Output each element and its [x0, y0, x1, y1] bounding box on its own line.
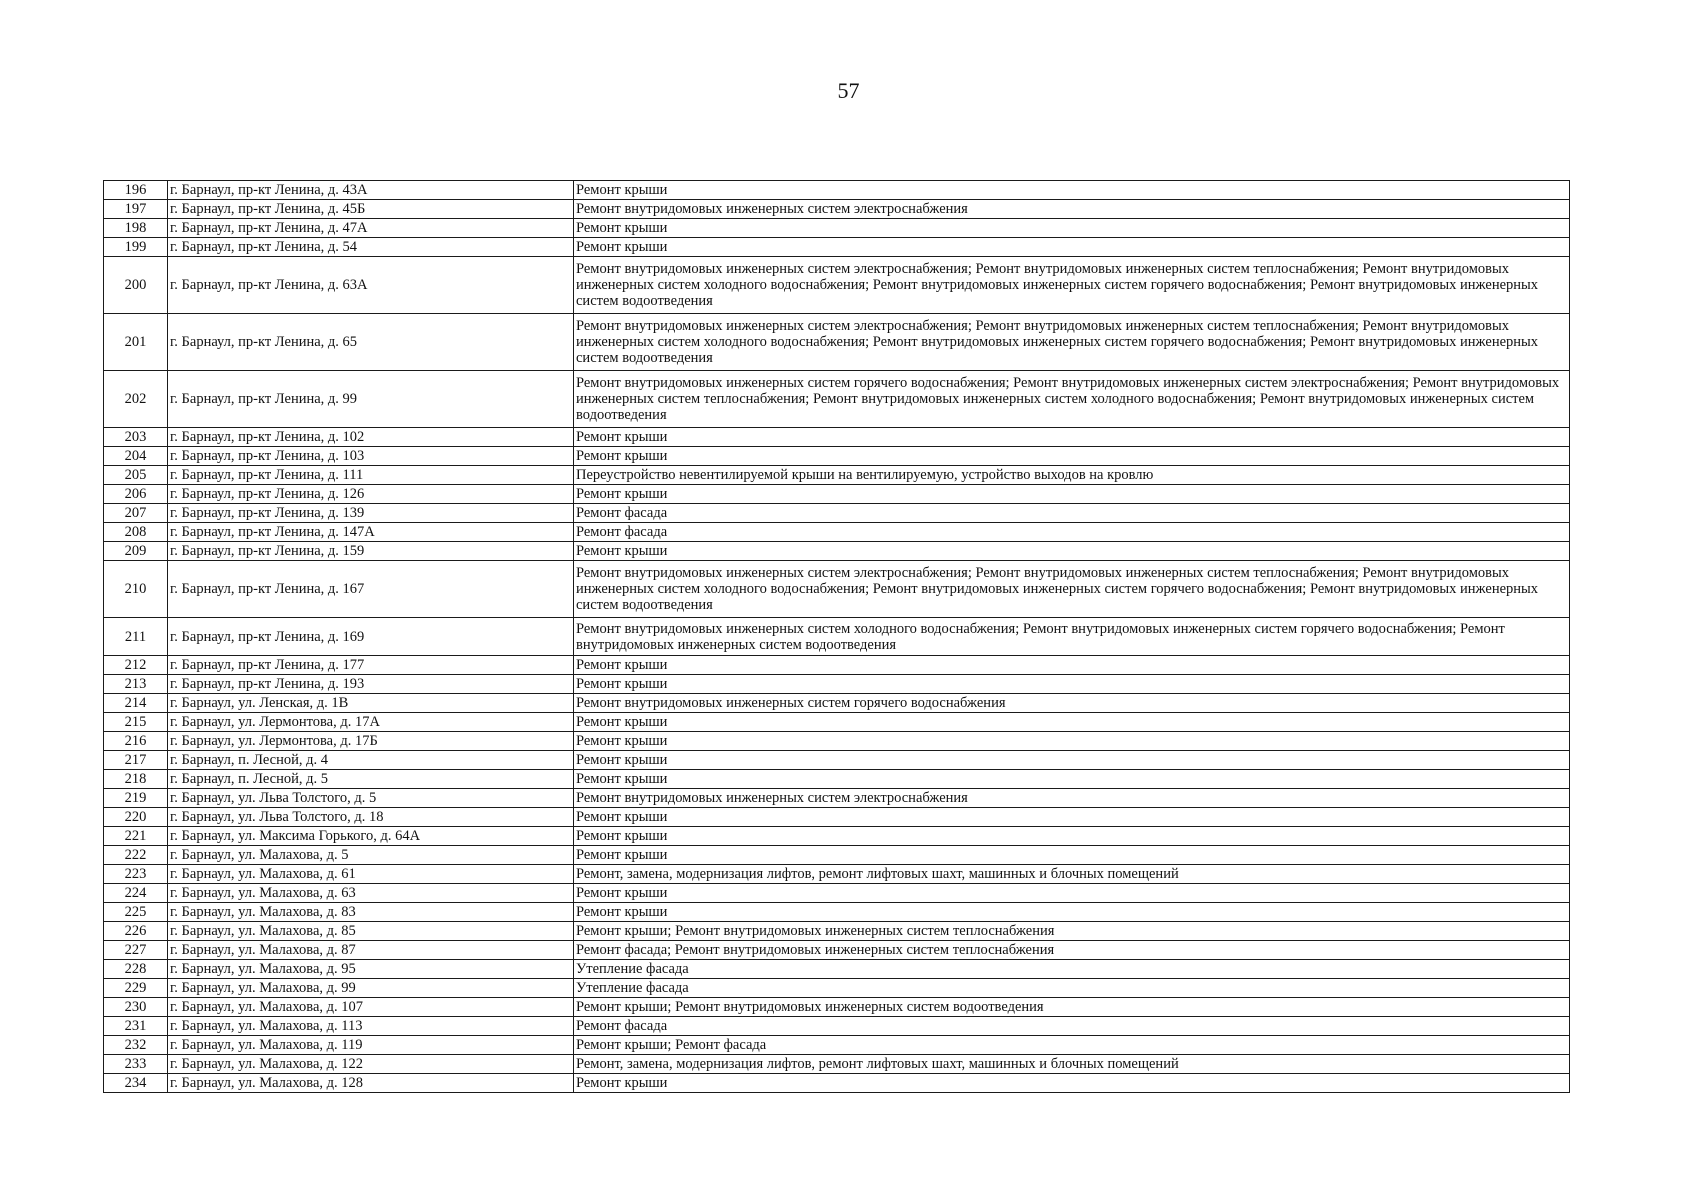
row-number: 207	[104, 504, 168, 523]
row-address: г. Барнаул, пр-кт Ленина, д. 54	[168, 238, 574, 257]
row-number: 221	[104, 827, 168, 846]
row-work-type: Ремонт крыши	[574, 447, 1570, 466]
table-row	[104, 542, 1570, 561]
table-row	[104, 1055, 1570, 1074]
row-address: г. Барнаул, пр-кт Ленина, д. 167	[168, 561, 574, 618]
row-address: г. Барнаул, ул. Малахова, д. 5	[168, 846, 574, 865]
row-work-type: Утепление фасада	[574, 960, 1570, 979]
row-address: г. Барнаул, пр-кт Ленина, д. 63А	[168, 257, 574, 314]
row-work-type: Ремонт фасада; Ремонт внутридомовых инженерных систем теплоснабжения	[574, 941, 1570, 960]
table-row	[104, 485, 1570, 504]
row-work-type: Ремонт внутридомовых инженерных систем электроснабжения; Ремонт внутридомовых инженерных систем теплоснабжения; Ремонт внутридомовых инженерных систем холодного водоснабжения; Ремонт внутридомовых инженерных систем горячего водоснабжения; Ремонт внутридомовых инженерных систем водоотведения	[574, 314, 1570, 371]
row-address: г. Барнаул, п. Лесной, д. 4	[168, 751, 574, 770]
row-address: г. Барнаул, ул. Ленская, д. 1В	[168, 694, 574, 713]
table-row	[104, 257, 1570, 314]
table-row	[104, 238, 1570, 257]
row-number: 203	[104, 428, 168, 447]
row-address: г. Барнаул, ул. Малахова, д. 122	[168, 1055, 574, 1074]
table-row	[104, 941, 1570, 960]
row-number: 233	[104, 1055, 168, 1074]
row-work-type: Ремонт внутридомовых инженерных систем горячего водоснабжения	[574, 694, 1570, 713]
row-work-type: Ремонт крыши	[574, 1074, 1570, 1093]
row-address: г. Барнаул, пр-кт Ленина, д. 43А	[168, 181, 574, 200]
row-work-type: Ремонт крыши	[574, 732, 1570, 751]
row-number: 204	[104, 447, 168, 466]
row-address: г. Барнаул, пр-кт Ленина, д. 193	[168, 675, 574, 694]
table-row	[104, 998, 1570, 1017]
row-work-type: Ремонт крыши; Ремонт внутридомовых инженерных систем теплоснабжения	[574, 922, 1570, 941]
table-row	[104, 656, 1570, 675]
row-work-type: Ремонт крыши	[574, 846, 1570, 865]
row-address: г. Барнаул, пр-кт Ленина, д. 47А	[168, 219, 574, 238]
row-work-type: Ремонт крыши; Ремонт внутридомовых инженерных систем водоотведения	[574, 998, 1570, 1017]
table-row	[104, 770, 1570, 789]
table-row	[104, 884, 1570, 903]
row-number: 230	[104, 998, 168, 1017]
row-number: 232	[104, 1036, 168, 1055]
row-address: г. Барнаул, пр-кт Ленина, д. 139	[168, 504, 574, 523]
row-number: 222	[104, 846, 168, 865]
table-row	[104, 960, 1570, 979]
table-row	[104, 808, 1570, 827]
table-row	[104, 903, 1570, 922]
row-number: 220	[104, 808, 168, 827]
row-address: г. Барнаул, пр-кт Ленина, д. 99	[168, 371, 574, 428]
row-address: г. Барнаул, пр-кт Ленина, д. 159	[168, 542, 574, 561]
row-number: 206	[104, 485, 168, 504]
table-row	[104, 618, 1570, 656]
row-number: 213	[104, 675, 168, 694]
table-row	[104, 732, 1570, 751]
row-work-type: Ремонт крыши	[574, 485, 1570, 504]
table-row	[104, 504, 1570, 523]
row-work-type: Ремонт фасада	[574, 523, 1570, 542]
row-work-type: Ремонт крыши	[574, 675, 1570, 694]
row-number: 223	[104, 865, 168, 884]
row-number: 196	[104, 181, 168, 200]
row-work-type: Ремонт крыши	[574, 827, 1570, 846]
row-address: г. Барнаул, пр-кт Ленина, д. 103	[168, 447, 574, 466]
table-row	[104, 675, 1570, 694]
table-row	[104, 466, 1570, 485]
row-number: 226	[104, 922, 168, 941]
row-address: г. Барнаул, пр-кт Ленина, д. 147А	[168, 523, 574, 542]
row-work-type: Ремонт крыши	[574, 428, 1570, 447]
table-row	[104, 371, 1570, 428]
table-row	[104, 979, 1570, 998]
table-row	[104, 181, 1570, 200]
table-row	[104, 846, 1570, 865]
table-row	[104, 523, 1570, 542]
row-address: г. Барнаул, ул. Малахова, д. 119	[168, 1036, 574, 1055]
row-address: г. Барнаул, ул. Малахова, д. 87	[168, 941, 574, 960]
table-row	[104, 314, 1570, 371]
row-address: г. Барнаул, ул. Малахова, д. 61	[168, 865, 574, 884]
row-address: г. Барнаул, пр-кт Ленина, д. 65	[168, 314, 574, 371]
row-number: 199	[104, 238, 168, 257]
row-address: г. Барнаул, ул. Льва Толстого, д. 18	[168, 808, 574, 827]
row-number: 197	[104, 200, 168, 219]
row-number: 228	[104, 960, 168, 979]
row-number: 219	[104, 789, 168, 808]
row-work-type: Ремонт крыши	[574, 219, 1570, 238]
table-row	[104, 694, 1570, 713]
table-row	[104, 1036, 1570, 1055]
table-row	[104, 922, 1570, 941]
table-body	[104, 181, 1570, 1093]
row-number: 212	[104, 656, 168, 675]
row-address: г. Барнаул, ул. Лермонтова, д. 17Б	[168, 732, 574, 751]
table-row	[104, 865, 1570, 884]
row-address: г. Барнаул, ул. Льва Толстого, д. 5	[168, 789, 574, 808]
row-work-type: Ремонт внутридомовых инженерных систем горячего водоснабжения; Ремонт внутридомовых инженерных систем электроснабжения; Ремонт внутридомовых инженерных систем теплоснабжения; Ремонт внутридомовых инженерных систем холодного водоснабжения; Ремонт внутридомовых инженерных систем водоотведения	[574, 371, 1570, 428]
row-number: 229	[104, 979, 168, 998]
row-number: 214	[104, 694, 168, 713]
row-work-type: Ремонт крыши	[574, 181, 1570, 200]
row-work-type: Ремонт фасада	[574, 1017, 1570, 1036]
table-row	[104, 827, 1570, 846]
table-row	[104, 789, 1570, 808]
row-work-type: Ремонт крыши	[574, 656, 1570, 675]
row-number: 231	[104, 1017, 168, 1036]
row-address: г. Барнаул, ул. Максима Горького, д. 64А	[168, 827, 574, 846]
row-work-type: Ремонт, замена, модернизация лифтов, ремонт лифтовых шахт, машинных и блочных помещений	[574, 1055, 1570, 1074]
row-work-type: Ремонт крыши	[574, 713, 1570, 732]
row-number: 201	[104, 314, 168, 371]
table-row	[104, 200, 1570, 219]
row-work-type: Переустройство невентилируемой крыши на вентилируемую, устройство выходов на кровлю	[574, 466, 1570, 485]
row-address: г. Барнаул, ул. Малахова, д. 83	[168, 903, 574, 922]
row-work-type: Ремонт крыши	[574, 884, 1570, 903]
table-row	[104, 1017, 1570, 1036]
repair-works-table	[103, 180, 1570, 1093]
row-address: г. Барнаул, ул. Малахова, д. 113	[168, 1017, 574, 1036]
row-address: г. Барнаул, ул. Малахова, д. 99	[168, 979, 574, 998]
row-address: г. Барнаул, ул. Малахова, д. 95	[168, 960, 574, 979]
row-address: г. Барнаул, ул. Малахова, д. 85	[168, 922, 574, 941]
row-number: 202	[104, 371, 168, 428]
row-address: г. Барнаул, пр-кт Ленина, д. 102	[168, 428, 574, 447]
row-address: г. Барнаул, п. Лесной, д. 5	[168, 770, 574, 789]
row-number: 215	[104, 713, 168, 732]
row-work-type: Ремонт крыши	[574, 770, 1570, 789]
row-address: г. Барнаул, ул. Малахова, д. 128	[168, 1074, 574, 1093]
row-number: 225	[104, 903, 168, 922]
row-work-type: Ремонт крыши	[574, 542, 1570, 561]
table-row	[104, 219, 1570, 238]
row-number: 205	[104, 466, 168, 485]
row-work-type: Ремонт внутридомовых инженерных систем электроснабжения; Ремонт внутридомовых инженерных систем теплоснабжения; Ремонт внутридомовых инженерных систем холодного водоснабжения; Ремонт внутридомовых инженерных систем горячего водоснабжения; Ремонт внутридомовых инженерных систем водоотведения	[574, 257, 1570, 314]
row-number: 217	[104, 751, 168, 770]
row-work-type: Ремонт внутридомовых инженерных систем электроснабжения	[574, 789, 1570, 808]
row-work-type: Ремонт крыши; Ремонт фасада	[574, 1036, 1570, 1055]
row-number: 208	[104, 523, 168, 542]
row-address: г. Барнаул, пр-кт Ленина, д. 126	[168, 485, 574, 504]
row-address: г. Барнаул, ул. Малахова, д. 63	[168, 884, 574, 903]
row-number: 211	[104, 618, 168, 656]
row-address: г. Барнаул, пр-кт Ленина, д. 169	[168, 618, 574, 656]
row-work-type: Ремонт, замена, модернизация лифтов, ремонт лифтовых шахт, машинных и блочных помещений	[574, 865, 1570, 884]
row-address: г. Барнаул, ул. Лермонтова, д. 17А	[168, 713, 574, 732]
table-row	[104, 561, 1570, 618]
row-address: г. Барнаул, пр-кт Ленина, д. 45Б	[168, 200, 574, 219]
row-number: 200	[104, 257, 168, 314]
row-work-type: Утепление фасада	[574, 979, 1570, 998]
table-row	[104, 713, 1570, 732]
row-work-type: Ремонт фасада	[574, 504, 1570, 523]
row-number: 209	[104, 542, 168, 561]
row-address: г. Барнаул, пр-кт Ленина, д. 111	[168, 466, 574, 485]
table-row	[104, 428, 1570, 447]
row-number: 218	[104, 770, 168, 789]
row-work-type: Ремонт внутридомовых инженерных систем электроснабжения; Ремонт внутридомовых инженерных систем теплоснабжения; Ремонт внутридомовых инженерных систем холодного водоснабжения; Ремонт внутридомовых инженерных систем горячего водоснабжения; Ремонт внутридомовых инженерных систем водоотведения	[574, 561, 1570, 618]
row-address: г. Барнаул, ул. Малахова, д. 107	[168, 998, 574, 1017]
row-address: г. Барнаул, пр-кт Ленина, д. 177	[168, 656, 574, 675]
row-number: 234	[104, 1074, 168, 1093]
row-work-type: Ремонт крыши	[574, 903, 1570, 922]
row-number: 216	[104, 732, 168, 751]
page-number: 57	[837, 78, 860, 103]
table-row	[104, 447, 1570, 466]
row-number: 224	[104, 884, 168, 903]
row-number: 210	[104, 561, 168, 618]
row-number: 227	[104, 941, 168, 960]
table-row	[104, 1074, 1570, 1093]
row-work-type: Ремонт внутридомовых инженерных систем холодного водоснабжения; Ремонт внутридомовых инженерных систем горячего водоснабжения; Ремонт внутридомовых инженерных систем водоотведения	[574, 618, 1570, 656]
table-row	[104, 751, 1570, 770]
row-number: 198	[104, 219, 168, 238]
row-work-type: Ремонт крыши	[574, 808, 1570, 827]
row-work-type: Ремонт крыши	[574, 751, 1570, 770]
row-work-type: Ремонт крыши	[574, 238, 1570, 257]
row-work-type: Ремонт внутридомовых инженерных систем электроснабжения	[574, 200, 1570, 219]
